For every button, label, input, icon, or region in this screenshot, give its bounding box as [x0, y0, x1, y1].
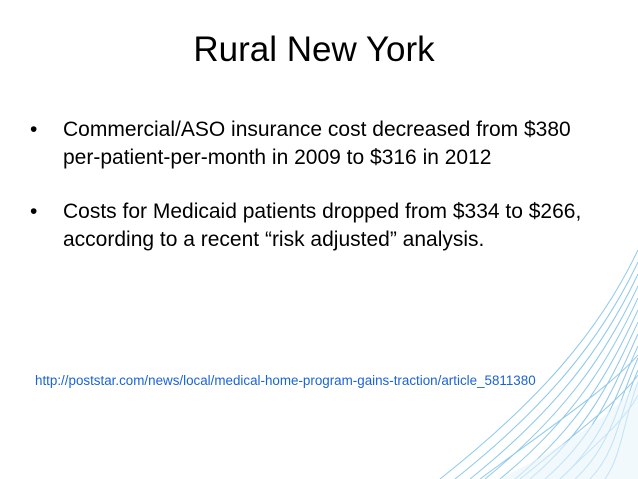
slide-title: Rural New York — [193, 30, 435, 69]
bullet-item — [30, 116, 590, 172]
bullet-marker: • — [30, 118, 38, 141]
bullet-list — [30, 116, 590, 254]
source-link[interactable]: http://poststar.com/news/local/medical-home-program-gains-traction/article_5811380 — [35, 373, 536, 388]
bullet-text: Commercial/ASO insurance cost decreased from $380 per-patient-per-month in 2009 to $316 in 2012 — [63, 118, 571, 169]
bullet-text: Costs for Medicaid patients dropped from $334 to $266, according to a recent “risk adjusted” analysis. — [63, 200, 582, 251]
bullet-item — [30, 198, 590, 254]
bullet-marker: • — [30, 200, 38, 223]
